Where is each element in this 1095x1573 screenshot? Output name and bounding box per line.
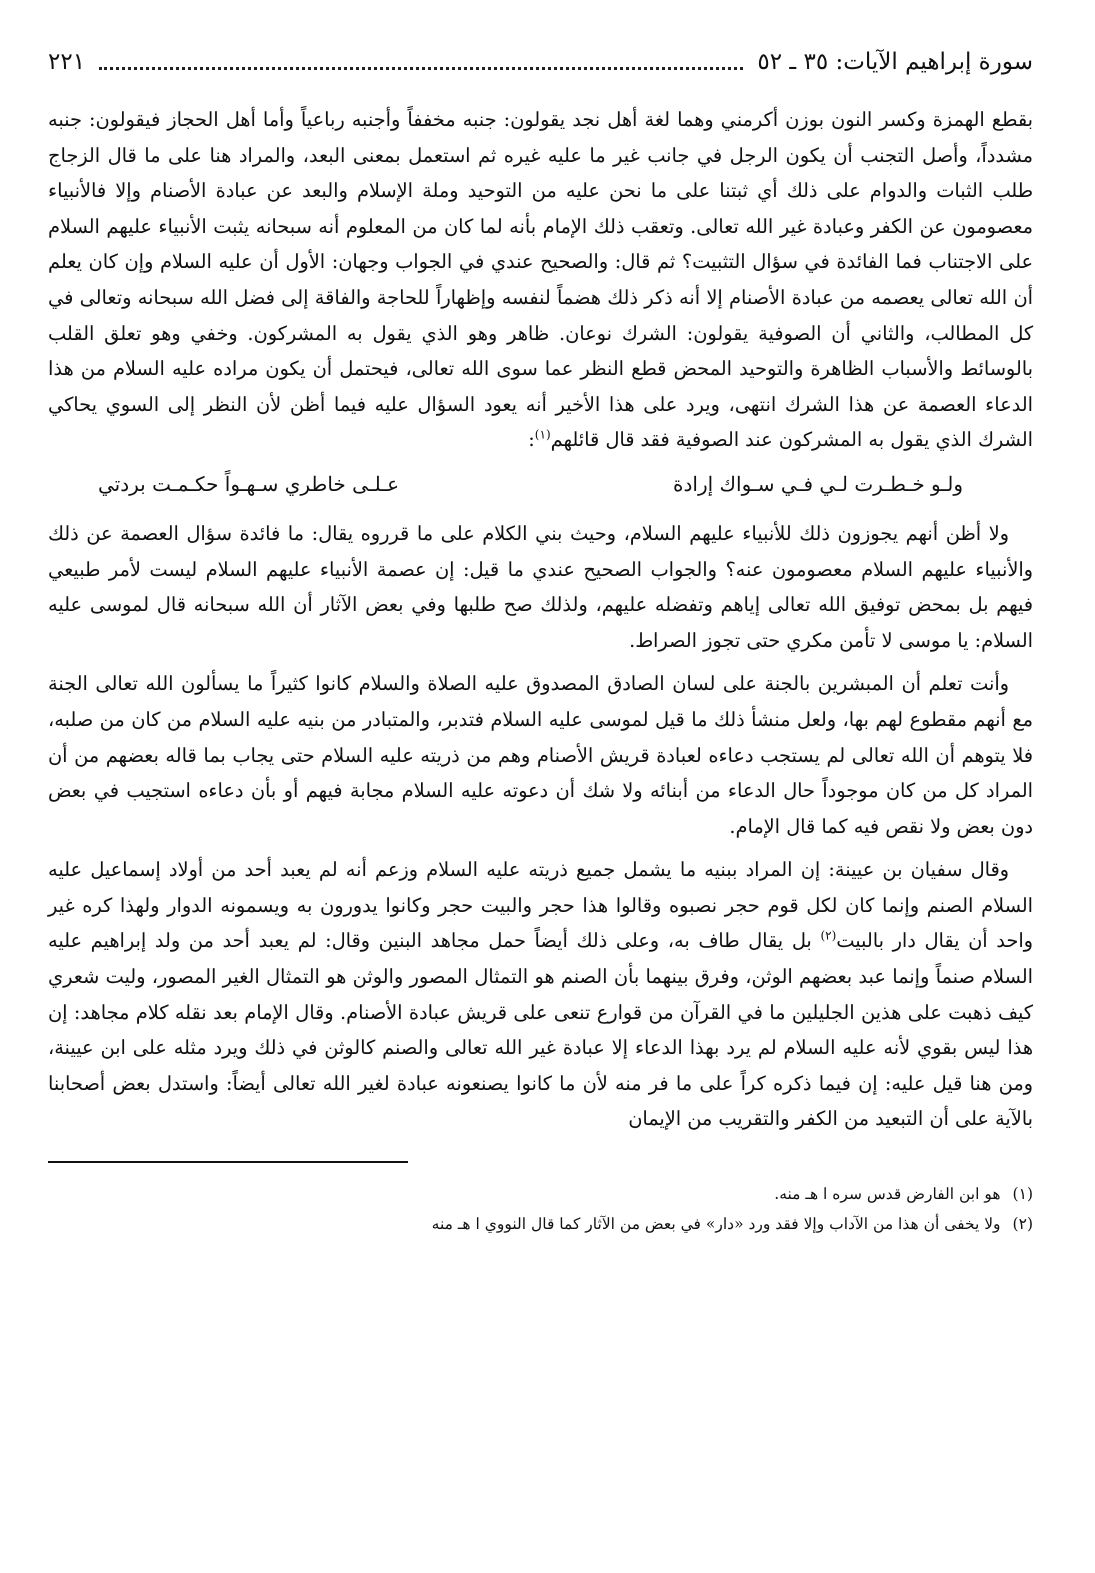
paragraph-4-text-a: وقال سفيان بن عيينة: إن المراد ببنيه ما يشمل جميع ذريته عليه السلام وزعم أنه لم يعبد أحد من أولاد إسماعيل عليه السلام الصنم وإنما كان لكل قوم حجر نصبوه وقالوا هذا حجر والبيت حجر وكانوا يدورون به ويسمونه الدوار ولهذا كره غير واحد أن يقال دار بالبيت <box>48 858 1033 953</box>
paragraph-4 <box>48 852 1033 1137</box>
main-text <box>48 102 1033 1137</box>
paragraph-1 <box>48 102 1033 458</box>
footnote-ref-1[interactable]: (١) <box>534 427 551 442</box>
footnotes <box>48 1179 1033 1239</box>
header-leader-dots <box>99 67 743 70</box>
footnote-1-text: هو ابن الفارض قدس سره ا هـ منه. <box>774 1185 1001 1204</box>
paragraph-1-end: : <box>528 428 535 452</box>
footnote-2 <box>48 1209 1033 1239</box>
footnote-ref-2[interactable]: (٢) <box>820 929 837 944</box>
footnote-2-text: ولا يخفى أن هذا من الآداب وإلا فقد ورد «دار» في بعض من الآثار كما قال النووي ا هـ منه <box>431 1215 1001 1234</box>
running-title: سورة إبراهيم الآيات: ٣٥ ـ ٥٢ <box>757 49 1033 75</box>
paragraph-4-text-b: بل يقال طاف به، وعلى ذلك أيضاً حمل مجاهد البنين وقال: لم يعبد أحد من ولد إبراهيم عليه السلام صنماً وإنما عبد بعضهم الوثن، وفرق بينهما بأن الصنم هو التمثال المصور والوثن هو التمثال الغير المصور، وليت شعري كيف ذهبت على هذين الجليلين ما في القرآن من قوارع تنعى على قريش عبادة الأصنام. وقال الإمام بعد نقله كلام مجاهد: إن هذا ليس بقوي لأنه عليه السلام لم يرد بهذا الدعاء إلا عبادة غير الله تعالى والصنم كالوثن في ذلك ويرد مثله على ابن عيينة، ومن هنا قيل عليه: إن فيما ذكره كراً على ما فر منه لأن ما كانوا يصنعونه عبادة لغير الله تعالى أيضاً: واستدل بعض أصحابنا بالآية على أن التبعيد من الكفر والتقريب من الإيمان <box>48 929 1033 1131</box>
page-header <box>48 40 1033 84</box>
paragraph-1-text: بقطع الهمزة وكسر النون بوزن أكرمني وهما لغة أهل نجد يقولون: جنبه مخففاً وأجنبه رباعياً وأما أهل الحجاز فيقولون: جنبه مشدداً، وأصل التجنب أن يكون الرجل في جانب غير ما عليه غيره ثم استعمل بمعنى البعد، والمراد هنا على ما قال الزجاج طلب الثبات والدوام على ذلك أي ثبتنا على ما نحن عليه من التوحيد وملة الإسلام والبعد عن عبادة الأصنام وإلا فالأنبياء معصومون عن الكفر وعبادة غير الله تعالى. وتعقب ذلك الإمام بأنه لما كان من المعلوم أنه سبحانه يثبت الأنبياء عليهم السلام على الاجتناب فما الفائدة في سؤال التثبيت؟ ثم قال: والصحيح عندي في الجواب وجهان: الأول أن عليه السلام وإن كان يعلم أن الله تعالى يعصمه من عبادة الأصنام إلا أنه ذكر ذلك هضماً لنفسه وإظهاراً للحاجة والفاقة إلى فضل الله سبحانه وتعالى في كل المطالب، والثاني أن الصوفية يقولون: الشرك نوعان. ظاهر وهو الذي يقول به المشركون. وخفي وهو تعلق القلب بالوسائط والأسباب الظاهرة والتوحيد المحض قطع النظر عما سوى الله تعالى، فيحتمل أن يكون مراده عليه السلام من هذا الدعاء العصمة عن هذا الشرك انتهى، ويرد على هذا الأخير أنه يعود السؤال عليه فيما أظن لأن النظر إلى السوي يحاكي الشرك الذي يقول به المشركون عند الصوفية فقد قال قائلهم <box>48 108 1033 452</box>
footnote-separator <box>48 1161 408 1163</box>
verse-first-hemistich: ولـو خـطـرت لـي فـي سـواك إرادة <box>673 471 963 496</box>
document-page <box>48 40 1033 1239</box>
page-number: ٢٢١ <box>48 49 86 75</box>
verse-second-hemistich: عـلـى خاطري سـهـواً حكـمـت بردتي <box>98 471 400 496</box>
paragraph-2: ولا أظن أنهم يجوزون ذلك للأنبياء عليهم السلام، وحيث بني الكلام على ما قرروه يقال: ما فائدة سؤال العصمة عن ذلك والأنبياء عليهم السلام معصومون عنه؟ والجواب الصحيح عندي ما قيل: إن عصمة الأنبياء عليهم السلام ليست لأمر طبيعي فيهم بل بمحض توفيق الله تعالى إياهم وتفضله عليهم، ولذلك صح طلبها وفي بعض الآثار أن الله سبحانه قال لموسى عليه السلام: يا موسى لا تأمن مكري حتى تجوز الصراط. <box>48 521 1033 652</box>
paragraph-3: وأنت تعلم أن المبشرين بالجنة على لسان الصادق المصدوق عليه الصلاة والسلام كانوا كثيراً ما يسألون الله تعالى الجنة مع أنهم مقطوع لهم بها، ولعل منشأ ذلك ما قيل لموسى عليه السلام فتدبر، والمتبادر من بنيه عليه السلام من كان من صلبه، فلا يتوهم أن الله تعالى لم يستجب دعاءه لعبادة قريش الأصنام وهم من ذريته عليه السلام حتى يجاب بما قاله بعضهم من أن المراد كل من كان موجوداً حال الدعاء من أبنائه ولا شك أن دعوته عليه السلام مجابة فيهم أو بأن دعاءه استجيب في بعض دون بعض ولا نقص فيه كما قال الإمام. <box>48 672 1033 838</box>
footnote-separator-wrap <box>48 1161 1033 1163</box>
footnote-1 <box>48 1179 1033 1209</box>
footnote-1-number: (١) <box>1012 1185 1033 1204</box>
footnote-2-number: (٢) <box>1012 1215 1033 1234</box>
poetry-verse <box>48 466 1033 502</box>
